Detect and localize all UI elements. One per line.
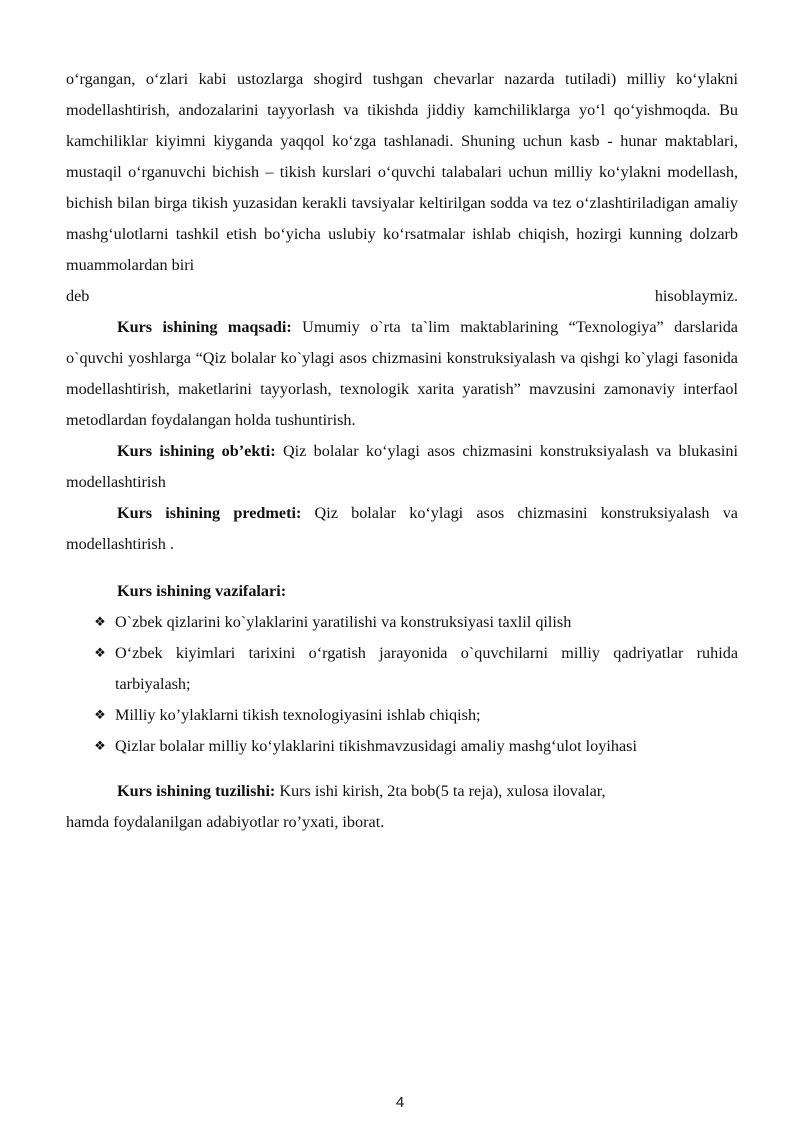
vazifalar-list	[66, 607, 738, 762]
intro-paragraph: o‘rgangan, o‘zlari kabi ustozlarga shogird tushgan chevarlar nazarda tutiladi) milliy ko‘ylakni modellashtirish, andozalarini tayyorlash va tikishda jiddiy kamchiliklarga yo‘l qo‘yishmoqda. Bu kamchiliklar kiyimni kiyganda yaqqol ko‘zga tashlanadi. Shuning uchun kasb - hunar maktablari, mustaqil o‘rganuvchi bichish – tikish kurslari o‘quvchi talabalari uchun milliy ko‘ylakni modellash, bichish bilan birga tikish yuzasidan kerakli tavsiyalar keltirilgan sodda va tez o‘zlashtiriladigan amaliy mashg‘ulotlarni tashkil etish bo‘yicha uslubiy ko‘rsatmalar ishlab chiqish, hozirgi kunning dolzarb muammolardan biri	[66, 70, 738, 274]
list-item-text: O`zbek qizlarini ko`ylaklarini yaratilishi va konstruksiyasi taxlil qilish	[115, 613, 572, 631]
tuzilishi-text-line1: Kurs ishi kirish, 2ta bob(5 ta reja), xulosa ilovalar,	[275, 782, 606, 800]
diamond-bullet-icon: ❖	[94, 646, 106, 661]
list-item	[90, 731, 738, 762]
list-item	[90, 607, 738, 638]
predmet-text: Qiz bolalar ko‘ylagi asos chizmasini konstruksiyalash va modellashtirish .	[66, 504, 738, 553]
spacer	[66, 762, 738, 776]
list-item	[90, 638, 738, 700]
maqsad-label: Kurs ishining maqsadi:	[117, 318, 292, 336]
list-item-text: Milliy ko’ylaklarni tikish texnologiyasini ishlab chiqish;	[115, 706, 481, 724]
list-item	[90, 700, 738, 731]
diamond-bullet-icon: ❖	[94, 615, 106, 630]
diamond-bullet-icon: ❖	[94, 739, 106, 754]
maqsad-paragraph	[66, 312, 738, 436]
predmet-label: Kurs ishining predmeti:	[117, 504, 302, 522]
obekt-text: Qiz bolalar ko‘ylagi asos chizmasini konstruksiyalash va blukasini modellashtirish	[66, 442, 738, 491]
tuzilishi-text-line2: hamda foydalanilgan adabiyotlar ro’yxati, iborat.	[66, 813, 385, 831]
spacer	[66, 560, 738, 576]
maqsad-text: Umumiy o`rta ta`lim maktablarining “Texnologiya” darslarida o`quvchi yoshlarga “Qiz bolalar ko`ylagi asos chizmasini konstruksiyalash va qishgi ko`ylagi fasonida modellashtirish, maketlarini tayyorlash, texnologik xarita yaratish” mavzusini zamonaviy interfaol metodlardan foydalangan holda tushuntirish.	[66, 318, 738, 429]
list-item-text: O‘zbek kiyimlari tarixini o‘rgatish jarayonida o`quvchilarni milliy qadriyatlar ruhida tarbiyalash;	[115, 644, 738, 693]
page-number: 4	[395, 1094, 405, 1111]
intro-paragraph-tail: deb hisoblaymiz.	[66, 287, 738, 305]
obekt-label: Kurs ishining ob’ekti:	[117, 442, 276, 460]
vazifalar-heading: Kurs ishining vazifalari:	[117, 582, 287, 600]
predmet-paragraph	[66, 498, 738, 560]
tuzilishi-label: Kurs ishining tuzilishi:	[117, 782, 276, 800]
list-item-text: Qizlar bolalar milliy ko‘ylaklarini tikishmavzusidagi amaliy mashg‘ulot loyihasi	[115, 737, 637, 755]
tuzilishi-paragraph	[66, 776, 738, 807]
obekt-paragraph	[66, 436, 738, 498]
document-page	[66, 64, 738, 838]
diamond-bullet-icon: ❖	[94, 708, 106, 723]
